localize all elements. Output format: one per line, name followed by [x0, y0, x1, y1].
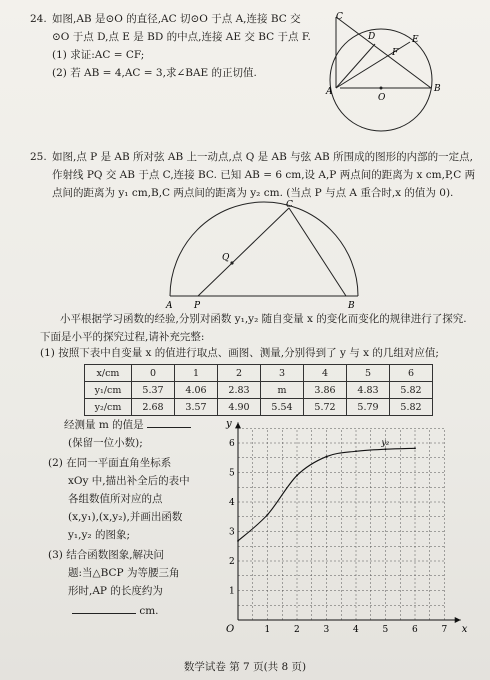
fig25-label-c: C — [286, 200, 293, 210]
q25-intro1: 小平根据学习函数的经验,分别对函数 y₁,y₂ 随自变量 x 的变化而变化的规律进行了探究. — [60, 313, 467, 325]
table-cell: 3 — [261, 365, 304, 382]
q25-number: 25. — [30, 151, 47, 163]
q25-line1: 如图,点 P 是 AB 所对弦 AB 上一动点,点 Q 是 AB 与弦 AB 所围成的图形的内部的一定点, — [52, 151, 473, 163]
table-cell: 4.90 — [218, 399, 261, 416]
data-point — [267, 514, 269, 516]
fig24-label-o: O — [378, 93, 386, 103]
x-tick-label: 7 — [441, 625, 448, 635]
origin-label: O — [226, 624, 235, 635]
table-cell: 3.86 — [304, 382, 347, 399]
table-cell: 5.37 — [132, 382, 175, 399]
series-label: y₂ — [381, 438, 390, 448]
y-tick-label: 2 — [229, 557, 235, 567]
table-cell: 4 — [304, 365, 347, 382]
measure-line2: (保留一位小数); — [68, 437, 143, 449]
q25-line3: 点间的距离为 y₁ cm,B,C 两点间的距离为 y₂ cm. (当点 P 与点 A 重合时,x 的值为 0). — [52, 187, 454, 199]
x-tick-label: 1 — [264, 625, 271, 635]
data-point — [355, 450, 357, 452]
step2-line2: xOy 中,描出补全后的表中 — [68, 475, 190, 487]
q24-part1: (1) 求证:AC = CF; — [52, 49, 145, 61]
table-cell: 4.83 — [347, 382, 390, 399]
data-point — [385, 448, 387, 450]
table-row — [85, 382, 433, 399]
fig24-label-d: D — [368, 32, 376, 42]
step3-answer-line — [72, 604, 159, 619]
x-axis-label: x — [461, 624, 468, 635]
table-cell: 5.72 — [304, 399, 347, 416]
answer-blank-m — [147, 427, 191, 428]
data-point — [296, 475, 298, 477]
coordinate-chart — [216, 416, 468, 644]
page-footer: 数学试卷 第 7 页(共 8 页) — [183, 661, 307, 673]
measure-text: 经测量 m 的值是 — [64, 419, 144, 431]
value-table — [84, 364, 433, 416]
table-row — [85, 399, 433, 416]
table-cell: x/cm — [85, 365, 132, 382]
chart-grid — [238, 428, 445, 620]
q25-intro2: 下面是小平的探究过程,请补充完整: — [40, 331, 205, 343]
table-cell: 5 — [347, 365, 390, 382]
table-cell: 5.54 — [261, 399, 304, 416]
fig24-label-a: A — [326, 87, 333, 97]
table-cell: 5.82 — [390, 382, 433, 399]
x-axis-arrow — [455, 617, 461, 623]
step2-line3: 各组数值所对应的点 — [68, 493, 163, 505]
y-tick-label: 1 — [229, 586, 235, 597]
table-cell: 6 — [390, 365, 433, 382]
table-cell: 4.06 — [175, 382, 218, 399]
data-point — [326, 456, 328, 458]
fig25-label-p: P — [194, 301, 201, 311]
table-cell: 0 — [132, 365, 175, 382]
table-cell: 2.83 — [218, 382, 261, 399]
data-point — [237, 540, 239, 542]
q24-part2: (2) 若 AB = 4,AC = 3,求∠BAE 的正切值. — [52, 67, 257, 79]
q25-semicircle-figure — [160, 198, 372, 310]
fig25-label-b: B — [348, 301, 355, 311]
y-tick-label: 3 — [229, 527, 235, 538]
answer-blank-ap — [72, 613, 136, 614]
q25-step1: (1) 按照下表中自变量 x 的值进行取点、画图、测量,分别得到了 y 与 x 的几组对应值; — [40, 347, 439, 359]
x-tick-label: 6 — [412, 625, 418, 635]
y-axis-arrow — [235, 422, 241, 428]
x-tick-label: 2 — [294, 625, 300, 635]
unit-cm: cm. — [139, 605, 159, 617]
table-cell: m — [261, 382, 304, 399]
q24-line1: 如图,AB 是⊙O 的直径,AC 切⊙O 于点 A,连接 BC 交 — [52, 13, 301, 25]
step3-line3: 形时,AP 的长度约为 — [68, 585, 163, 597]
x-tick-label: 4 — [353, 625, 359, 635]
q24-line2: ⊙O 于点 D,点 E 是 BD 的中点,连接 AE 交 BC 于点 F. — [52, 31, 311, 43]
fig25-label-a: A — [166, 301, 173, 311]
step2-line1: (2) 在同一平面直角坐标系 — [48, 457, 172, 469]
table-cell: y₁/cm — [85, 382, 132, 399]
data-point — [414, 447, 416, 449]
table-cell: y₂/cm — [85, 399, 132, 416]
table-cell: 5.82 — [390, 399, 433, 416]
y-tick-label: 4 — [229, 498, 235, 508]
fig24-label-e: E — [412, 35, 419, 45]
measure-line1 — [64, 418, 191, 433]
y-tick-label: 6 — [229, 439, 235, 449]
y-axis-label: y — [226, 418, 232, 430]
fig25-label-q: Q — [222, 253, 230, 263]
q24-circle-figure — [322, 12, 452, 120]
fig24-label-f: F — [392, 48, 399, 58]
q24-number: 24. — [30, 13, 47, 25]
x-tick-label: 5 — [382, 625, 389, 635]
step2-line5: y₁,y₂ 的图象; — [68, 529, 130, 541]
chart-axes — [225, 418, 468, 635]
table-cell: 1 — [175, 365, 218, 382]
step3-line2: 题:当△BCP 为等腰三角 — [68, 567, 180, 579]
table-cell: 2 — [218, 365, 261, 382]
chart-ticks — [229, 439, 448, 635]
table-cell: 5.79 — [347, 399, 390, 416]
step3-line1: (3) 结合函数图象,解决问 — [48, 549, 165, 561]
q25-line2: 作射线 PQ 交 AB 于点 C,连接 BC. 已知 AB = 6 cm,设 A,P 两点间的距离为 x cm,P,C 两 — [52, 169, 476, 181]
table-cell: 2.68 — [132, 399, 175, 416]
table-cell: 3.57 — [175, 399, 218, 416]
fig24-label-c: C — [336, 12, 343, 22]
fig24-label-b: B — [434, 84, 441, 94]
x-tick-label: 3 — [323, 625, 330, 635]
table-row — [85, 365, 433, 382]
y-tick-label: 5 — [229, 468, 235, 479]
step2-line4: (x,y₁),(x,y₂),并画出函数 — [68, 511, 183, 523]
